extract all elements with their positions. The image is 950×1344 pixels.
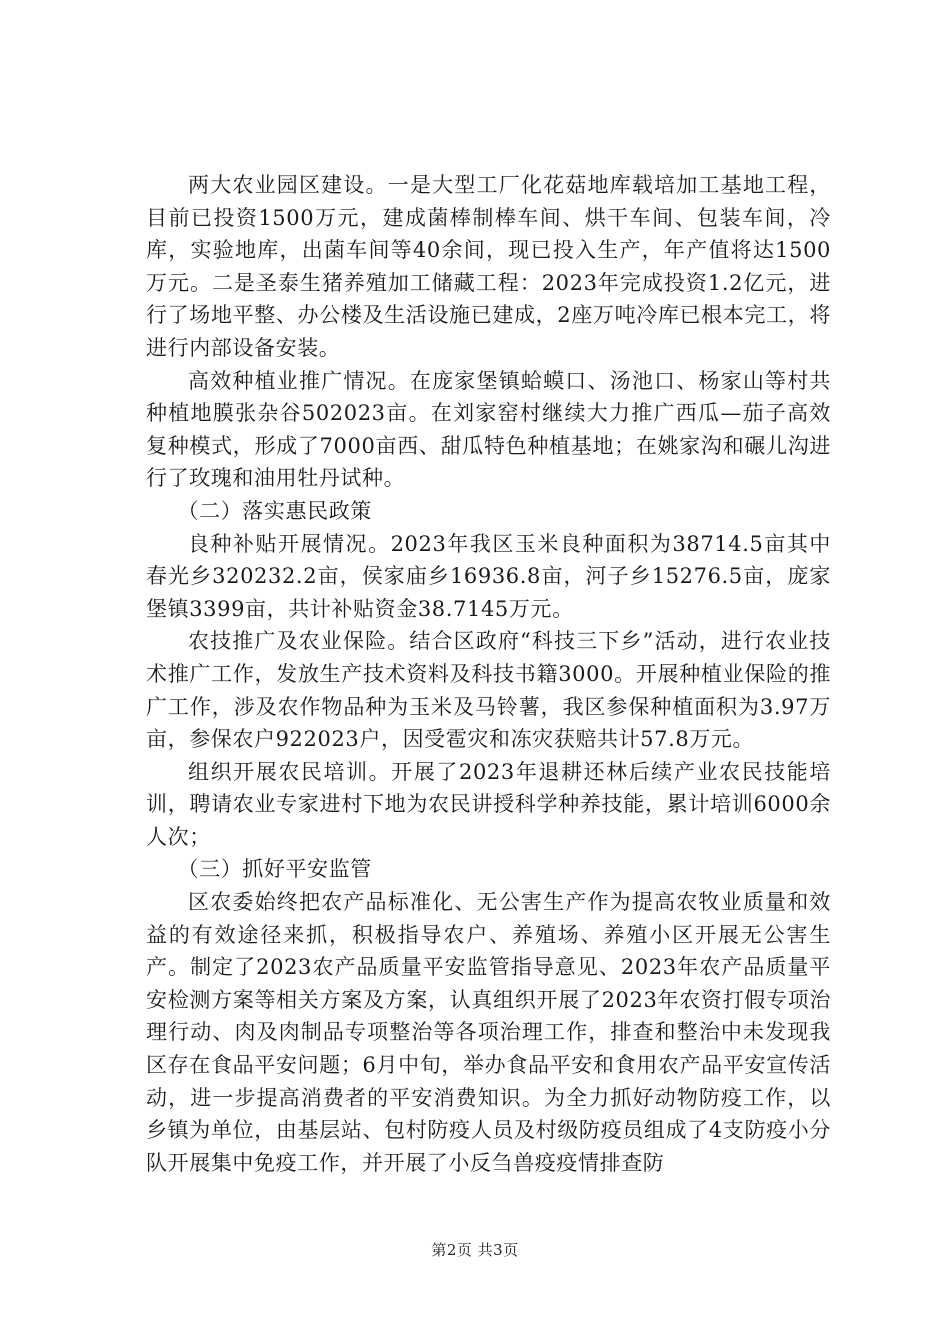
paragraph-tech-insurance: 农技推广及农业保险。结合区政府“科技三下乡”活动，进行农业技术推广工作，发放生产技术资料及科技书籍3000。开展种植业保险的推广工作，涉及农作物品种为玉米及马铃薯，我区参保种植面积为3.97万亩，参保农户922023户，因受雹灾和冻灾获赔共计57.8万元。 [146, 629, 831, 752]
section-heading-policy: （二）落实惠民政策 [177, 498, 372, 523]
document-body [146, 169, 831, 1179]
paragraph-park-construction: 两大农业园区建设。一是大型工厂化花菇地库载培加工基地工程，目前已投资1500万元，建成菌棒制棒车间、烘干车间、包装车间，冷库，实验地库，出菌车间等40余间，现已投入生产，年产值将达1500万元。二是圣泰生猪养殖加工储藏工程：2023年完成投资1.2亿元，进行了场地平整、办公楼及生活设施已建成，2座万吨冷库已根本完工，将进行内部设备安装。 [146, 173, 831, 360]
paragraph-seed-subsidy: 良种补贴开展情况。2023年我区玉米良种面积为38714.5亩其中春光乡320232.2亩，侯家庙乡16936.8亩，河子乡15276.5亩，庞家堡镇3399亩，共计补贴资金38.7145万元。 [146, 531, 831, 621]
paragraph-farmer-training: 组织开展农民培训。开展了2023年退耕还林后续产业农民技能培训，聘请农业专家进村下地为农民讲授科学种养技能，累计培训6000余人次； [146, 759, 831, 849]
page-footer: 第2页 共3页 [431, 1241, 519, 1259]
section-heading-safety: （三）抓好平安监管 [177, 857, 372, 882]
paragraph-planting-promotion: 高效种植业推广情况。在庞家堡镇蛤蟆口、汤池口、杨家山等村共种植地膜张杂谷502023亩。在刘家窑村继续大力推广西瓜—茄子高效复种模式，形成了7000亩西、甜瓜特色种植基地；在姚家沟和碾儿沟进行了玫瑰和油用牡丹试种。 [146, 368, 831, 491]
paragraph-safety-supervision: 区农委始终把农产品标准化、无公害生产作为提高农牧业质量和效益的有效途径来抓，积极指导农户、养殖场、养殖小区开展无公害生产。制定了2023农产品质量平安监管指导意见、2023年农产品质量平安检测方案等相关方案及方案，认真组织开展了2023年农资打假专项治理行动、肉及肉制品专项整治等各项治理工作，排查和整治中未发现我区存在食品平安问题；6月中旬，举办食品平安和食用农产品平安宣传活动，进一步提高消费者的平安消费知识。为全力抓好动物防疫工作，以乡镇为单位，由基层站、包村防疫人员及村级防疫员组成了4支防疫小分队开展集中免疫工作，并开展了小反刍兽疫疫情排查防 [146, 890, 831, 1175]
